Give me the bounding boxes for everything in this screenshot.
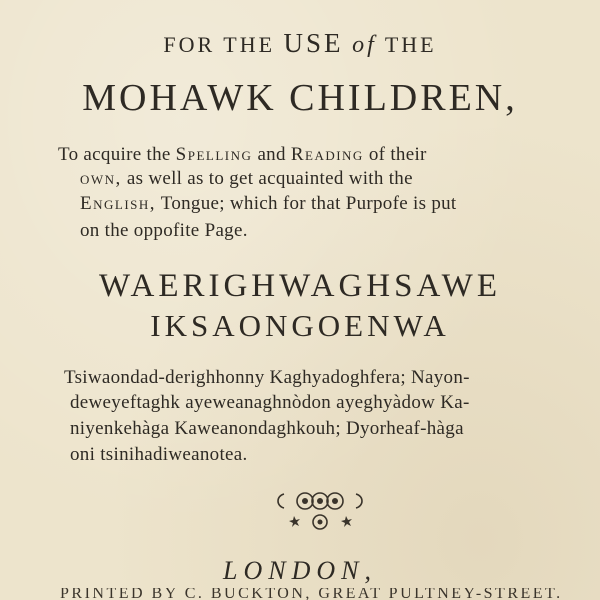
text-own: own, xyxy=(80,168,122,189)
imprint-printer-line xyxy=(60,588,580,600)
text-segment: of their xyxy=(363,144,427,165)
text-segment: To acquire the xyxy=(58,144,176,165)
english-description-line-2 xyxy=(80,168,413,190)
mohawk-description-line-2: deweyeftaghk ayeweanaghnòdon ayeghyàdow Ka- xyxy=(70,392,470,413)
printers-flower-ornament-icon xyxy=(270,486,370,532)
title-line-for-the-use xyxy=(0,28,600,59)
title-word-use: USE xyxy=(283,28,344,58)
title-word-the: THE xyxy=(384,32,437,57)
title-word-for-the: FOR THE xyxy=(163,32,276,57)
text-segment: and xyxy=(252,144,291,165)
english-description-line-3 xyxy=(80,193,457,215)
mohawk-description-line-3: niyenkehàga Kaweanondaghkouh; Dyorheaf-hàga xyxy=(70,418,464,439)
title-mohawk-children: MOHAWK CHILDREN, xyxy=(82,77,518,119)
english-description-line-1 xyxy=(58,144,427,166)
text-segment: as well as to get acquainted with the xyxy=(121,168,413,189)
text-spelling: Spelling xyxy=(175,144,253,165)
title-word-of: of xyxy=(352,32,377,58)
mohawk-title-line-1: WAERIGHWAGHSAWE xyxy=(99,268,501,304)
text-segment: Tongue; which for that Purpofe is put xyxy=(156,193,457,214)
text-english: English, xyxy=(80,193,157,214)
imprint-city: LONDON, xyxy=(223,556,377,585)
mohawk-description-line-4: oni tsinihadiweanotea. xyxy=(70,444,248,465)
text-reading: Reading xyxy=(290,144,364,165)
imprint-printer-text: PRINTED BY C. BUCKTON, GREAT PULTNEY-STREET. xyxy=(60,588,563,600)
english-description-line-4: on the oppofite Page. xyxy=(80,220,248,241)
mohawk-description-line-1: Tsiwaondad-derighhonny Kaghyadoghfera; Nayon- xyxy=(64,367,470,388)
mohawk-title-line-2: IKSAONGOENWA xyxy=(150,308,450,343)
